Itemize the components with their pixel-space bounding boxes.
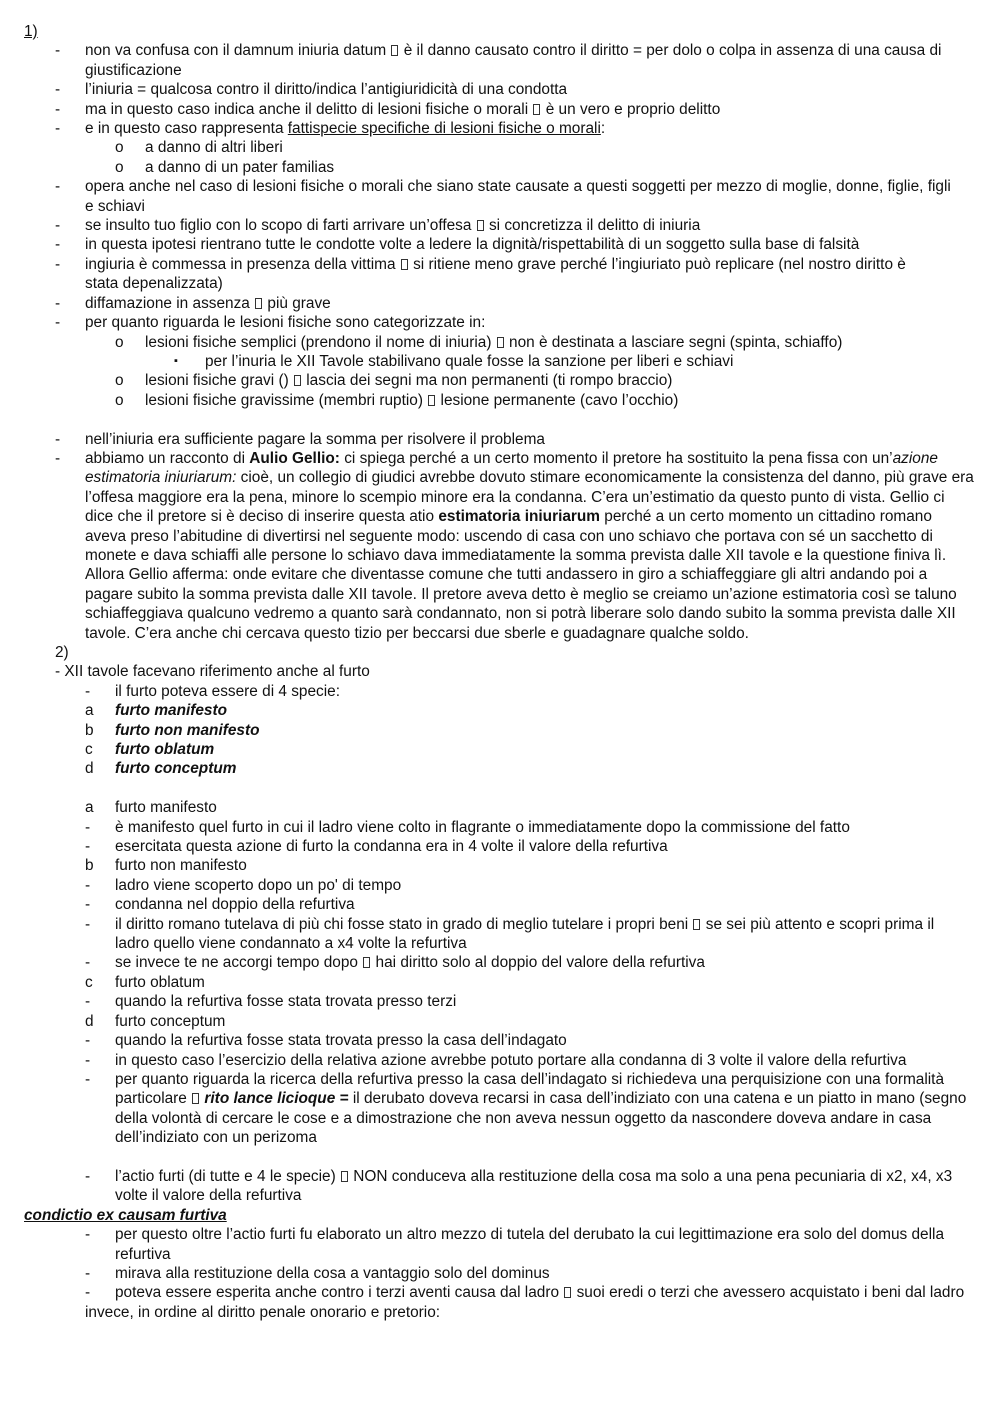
missing-glyph-icon xyxy=(693,919,700,930)
list-marker: b xyxy=(85,721,94,739)
list-item: - per quanto riguarda le lesioni fisiche sono categorizzate in: xyxy=(55,314,486,332)
missing-glyph-icon xyxy=(533,104,540,115)
missing-glyph-icon xyxy=(401,259,408,270)
list-marker: - xyxy=(85,1284,91,1302)
list-marker: - xyxy=(85,682,91,700)
list-item: - per quanto riguarda la ricerca della refurtiva presso la casa dell’indagato si richiedeva una perquisizione con una formalità particolare rito lance licioque = il derubato doveva recarsi in casa dell’indiziato con una catena e un piatto in mano (segno della volontà di cercare le cose e a dimostrazione che non aveva nessun oggetto da nascondere doveva andare in casa dell’indiziato con un perizoma xyxy=(85,1070,967,1147)
list-marker: b xyxy=(85,857,94,875)
missing-glyph-icon xyxy=(294,375,301,386)
list-marker: - xyxy=(85,1051,91,1069)
condictio-heading: condictio ex causam furtiva xyxy=(24,1206,227,1224)
furto-type: c furto oblatum xyxy=(85,741,215,759)
list-marker: d xyxy=(85,760,94,778)
list-marker: - xyxy=(55,217,61,235)
list-item: - non va confusa con il damnum iniuria datum è il danno causato contro il diritto = per dolo o colpa in assenza di una causa di giustificazione xyxy=(55,42,942,79)
list-item: - e in questo caso rappresenta fattispecie specifiche di lesioni fisiche o morali: xyxy=(55,120,606,138)
list-marker: - xyxy=(55,120,61,138)
list-marker: - xyxy=(85,993,91,1011)
list-marker: - xyxy=(55,236,61,254)
subsection-a: a furto manifesto xyxy=(85,799,217,817)
list-marker: a xyxy=(85,799,94,817)
list-marker: - xyxy=(85,1070,91,1088)
list-marker: ▪ xyxy=(174,354,178,367)
list-item: - l’iniuria = qualcosa contro il diritto/indica l’antigiuridicità di una condotta xyxy=(55,81,568,99)
sub-list-item: o lesioni fisiche semplici (prendono il nome di iniuria) non è destinata a lasciare segni (spinta, schiaffo) xyxy=(115,333,843,351)
list-item: - ma in questo caso indica anche il delitto di lesioni fisiche o morali è un vero e proprio delitto xyxy=(55,100,721,118)
list-item: - se invece te ne accorgi tempo dopo hai diritto solo al doppio del valore della refurtiva xyxy=(85,954,705,972)
heading-1: 1) xyxy=(24,23,38,40)
furto-type: b furto non manifesto xyxy=(85,721,260,739)
subsection-b: b furto non manifesto xyxy=(85,857,247,875)
list-item: - l’actio furti (di tutte e 4 le specie) NON conduceva alla restituzione della cosa ma solo a una pena pecuniaria di x2, x4, x3 volte il valore della refurtiva xyxy=(85,1167,953,1205)
list-marker: - xyxy=(85,1032,91,1050)
list-marker: - xyxy=(85,896,91,914)
missing-glyph-icon xyxy=(363,957,370,968)
list-marker: - xyxy=(85,1264,91,1282)
list-item: - esercitata questa azione di furto la condanna era in 4 volte il valore della refurtiva xyxy=(85,838,668,856)
list-item: - in questo caso l’esercizio della relativa azione avrebbe potuto portare alla condanna di 3 volte il valore della refurtiva xyxy=(85,1051,907,1069)
list-item-paragraph: - abbiamo un racconto di Aulio Gellio: ci spiega perché a un certo momento il pretore ha sostituito la pena fissa con un’azione estimatoria iniuriarum: cioè, un collegio di giudici avrebbe dovuto stimare economicamente la consistenza del danno, più grave era l’offesa maggiore era la pena, minore lo scempio minore era la condanna. C’era un’estimatio da questo punto di vista. Gellio ci dice che il pretore si è deciso di inserire questa atio estimatoria iniuriarum perché a un certo momento un cittadino romano aveva preso l’abitudine di divertirsi nel seguente modo: uscendo di casa con uno schiavo che portava con sé un sacchetto di monete e dava schiaffi alle persone lo schiavo dava immediatamente la somma prevista dalle XII tavole e la questione finiva lì. Allora Gellio afferma: onde evitare che diventasse comune che tutti andassero in giro a schiaffeggiare gli altri andando poi a pagare subito la somma prevista dalle XII tavole. Il pretore aveva detto è meglio se creiamo un’azione estimatoria così se taluno schiaffeggiava qualcuno vedremo a quanto sarà condannato, non si potrà liberare solo dando subito la somma prevista dalle XII tavole. C’era anche chi cercava questo tizio per beccarsi due sberle e guadagnare qualche soldo. xyxy=(55,449,974,642)
list-marker: - xyxy=(55,314,61,332)
list-marker: d xyxy=(85,1012,94,1030)
list-item: - condanna nel doppio della refurtiva xyxy=(85,896,355,914)
list-marker: - xyxy=(85,838,91,856)
missing-glyph-icon xyxy=(391,45,398,56)
list-item: - in questa ipotesi rientrano tutte le condotte volte a ledere la dignità/rispettabilità di un soggetto sulla base di falsità xyxy=(55,236,860,254)
missing-glyph-icon xyxy=(477,220,484,231)
list-marker: - xyxy=(55,178,61,196)
list-marker: - xyxy=(55,255,61,273)
sub-list-item: o a danno di un pater familias xyxy=(115,158,335,176)
missing-glyph-icon xyxy=(192,1093,199,1104)
list-item: - XII tavole facevano riferimento anche al furto xyxy=(55,663,370,681)
list-item: - poteva essere esperita anche contro i terzi aventi causa dal ladro suoi eredi o terzi che avessero acquistato i beni dal ladro xyxy=(85,1284,965,1302)
missing-glyph-icon xyxy=(428,395,435,406)
list-marker: - xyxy=(55,100,61,118)
list-marker: - xyxy=(55,294,61,312)
list-marker: - xyxy=(85,1167,91,1185)
list-marker: - xyxy=(85,915,91,933)
list-item: - quando la refurtiva fosse stata trovata presso terzi xyxy=(85,993,457,1011)
document-page xyxy=(0,22,1000,1322)
missing-glyph-icon xyxy=(341,1171,348,1182)
section-2-heading: 2) xyxy=(55,643,69,661)
sub-list-item: o lesioni fisiche gravi () lascia dei segni ma non permanenti (ti rompo braccio) xyxy=(115,372,673,390)
furto-type: d furto conceptum xyxy=(85,760,237,778)
list-marker: a xyxy=(85,702,94,720)
list-marker: o xyxy=(115,372,124,390)
list-item: - per questo oltre l’actio furti fu elaborato un altro mezzo di tutela del derubato la cui legittimazione era solo del domus della refurtiva xyxy=(85,1226,945,1263)
list-marker: o xyxy=(115,139,124,157)
list-marker: - xyxy=(55,430,61,448)
list-marker: - xyxy=(55,449,61,467)
list-item: - è manifesto quel furto in cui il ladro viene colto in flagrante o immediatamente dopo la commissione del fatto xyxy=(85,818,850,836)
list-item: - mirava alla restituzione della cosa a vantaggio solo del dominus xyxy=(85,1264,550,1282)
list-item: - ingiuria è commessa in presenza della vittima si ritiene meno grave perché l’ingiuriato può replicare (nel nostro diritto è stata depenalizzata) xyxy=(55,255,906,293)
sub-list-item: o lesioni fisiche gravissime (membri ruptio) lesione permanente (cavo l’occhio) xyxy=(115,391,679,409)
list-marker: o xyxy=(115,158,124,176)
list-item: - opera anche nel caso di lesioni fisiche o morali che siano state causate a questi soggetti per mezzo di moglie, donne, figlie, figli e schiavi xyxy=(55,178,951,215)
list-marker: - xyxy=(85,1226,91,1244)
list-item: - ladro viene scoperto dopo un po' di tempo xyxy=(85,876,402,894)
list-marker: o xyxy=(115,333,124,351)
sub-sub-list-item: ▪ per l’inuria le XII Tavole stabilivano quale fosse la sanzione per liberi e schiavi xyxy=(174,352,734,370)
list-marker: - xyxy=(85,818,91,836)
list-marker: c xyxy=(85,741,93,759)
list-marker: c xyxy=(85,973,93,991)
furto-type: a furto manifesto xyxy=(85,702,228,720)
list-marker: - xyxy=(55,42,61,60)
list-marker: o xyxy=(115,391,124,409)
closing-line: invece, in ordine al diritto penale onorario e pretorio: xyxy=(85,1303,441,1321)
list-item: - nell’iniuria era sufficiente pagare la somma per risolvere il problema xyxy=(55,430,545,448)
missing-glyph-icon xyxy=(255,298,262,309)
list-marker: - xyxy=(85,954,91,972)
section-1-heading xyxy=(0,22,1000,41)
list-marker: - xyxy=(55,81,61,99)
subsection-c: c furto oblatum xyxy=(85,973,205,991)
subsection-d: d furto conceptum xyxy=(85,1012,226,1030)
list-item: - il diritto romano tutelava di più chi fosse stato in grado di meglio tutelare i propri beni se sei più attento e scopri prima il ladro quello viene condannato a x4 volte la refurtiva xyxy=(85,915,935,953)
sub-list-item: o a danno di altri liberi xyxy=(115,139,283,157)
missing-glyph-icon xyxy=(497,337,504,348)
list-marker: - xyxy=(85,876,91,894)
list-item: - se insulto tuo figlio con lo scopo di farti arrivare un’offesa si concretizza il delitto di iniuria xyxy=(55,217,701,235)
list-item: - diffamazione in assenza più grave xyxy=(55,294,331,312)
list-item: - il furto poteva essere di 4 specie: xyxy=(85,682,340,700)
missing-glyph-icon xyxy=(564,1287,571,1298)
list-item: - quando la refurtiva fosse stata trovata presso la casa dell’indagato xyxy=(85,1032,567,1050)
